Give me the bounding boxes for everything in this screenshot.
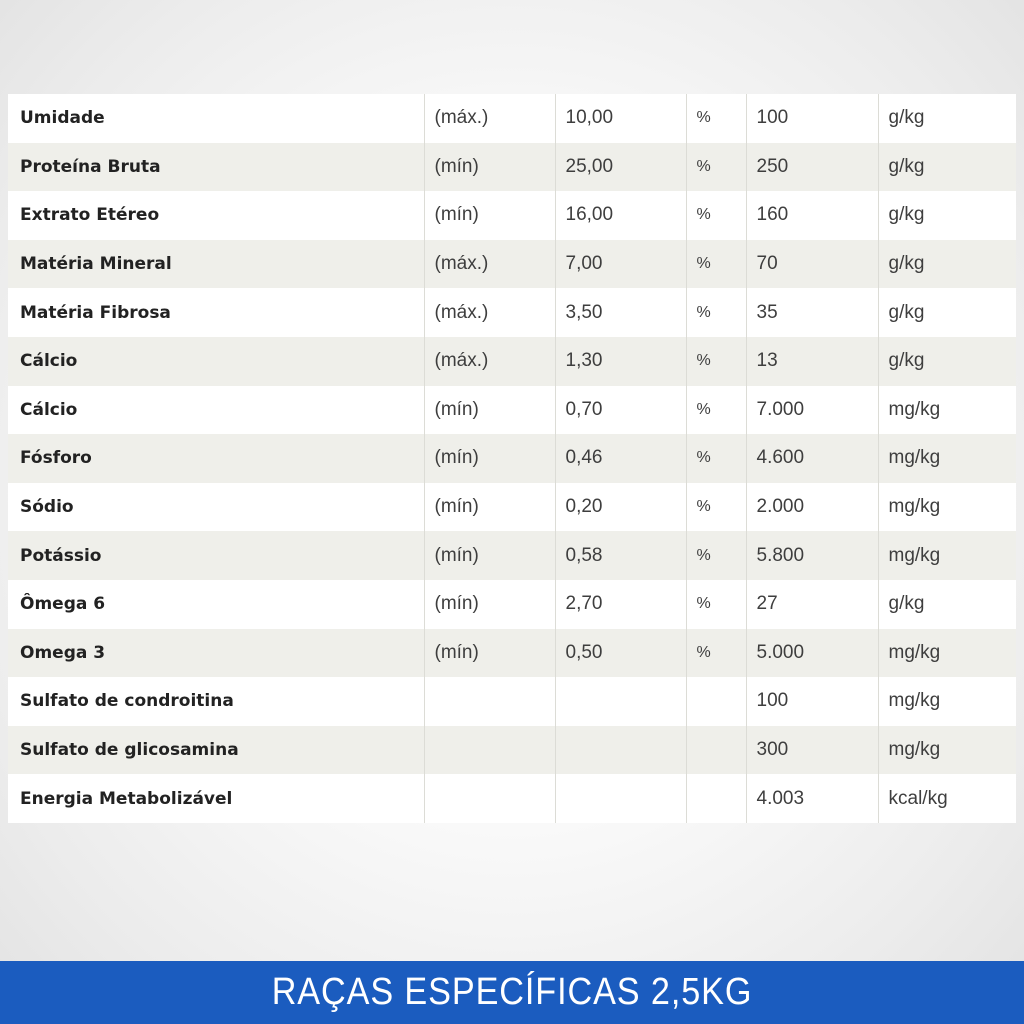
nutrient-qualifier (424, 726, 555, 775)
nutrient-percent-unit (686, 726, 746, 775)
nutrient-qualifier: (máx.) (424, 337, 555, 386)
nutrient-amount-unit: mg/kg (888, 496, 941, 518)
table-row (8, 386, 1016, 435)
nutrient-percent-value: 0,20 (555, 483, 686, 532)
nutrient-amount: 100 (746, 677, 878, 726)
nutrient-amount-unit: mg/kg (888, 447, 941, 469)
nutrient-amount: 100 (746, 94, 878, 143)
nutrient-name: Cálcio (8, 386, 424, 435)
nutrient-amount: 35 (746, 288, 878, 337)
nutrient-name: Cálcio (8, 337, 424, 386)
nutrient-percent-unit: % (686, 337, 746, 386)
nutrient-name: Energia Metabolizável (8, 774, 424, 823)
nutrient-qualifier: (mín) (424, 386, 555, 435)
nutrition-table (8, 94, 1016, 823)
table-row (8, 580, 1016, 629)
table-row (8, 774, 1016, 823)
nutrient-amount: 27 (746, 580, 878, 629)
table-row (8, 94, 1016, 143)
nutrient-percent-unit: % (686, 629, 746, 678)
nutrient-amount: 4.003 (746, 774, 878, 823)
nutrient-qualifier: (máx.) (424, 288, 555, 337)
nutrient-name: Umidade (8, 94, 424, 143)
nutrient-percent-value: 25,00 (555, 143, 686, 192)
nutrient-percent-value: 16,00 (555, 191, 686, 240)
nutrient-name: Omega 3 (8, 629, 424, 678)
nutrient-name: Proteína Bruta (8, 143, 424, 192)
table-row (8, 629, 1016, 678)
nutrient-amount-unit: mg/kg (888, 544, 941, 566)
table-row (8, 337, 1016, 386)
nutrient-amount-unit: g/kg (888, 593, 925, 615)
table-row (8, 191, 1016, 240)
table-row (8, 483, 1016, 532)
nutrient-amount: 250 (746, 143, 878, 192)
nutrient-amount: 2.000 (746, 483, 878, 532)
footer-bar (0, 961, 1024, 1024)
nutrient-percent-value: 10,00 (555, 94, 686, 143)
nutrient-name: Ômega 6 (8, 580, 424, 629)
table-row (8, 726, 1016, 775)
nutrition-table-container (8, 94, 1016, 823)
nutrient-qualifier (424, 677, 555, 726)
nutrient-qualifier: (mín) (424, 483, 555, 532)
nutrient-percent-value (555, 726, 686, 775)
nutrient-amount-unit: g/kg (888, 253, 925, 275)
product-title: RAÇAS ESPECÍFICAS 2,5KG (271, 971, 753, 1013)
nutrient-name: Sulfato de glicosamina (8, 726, 424, 775)
nutrient-amount-unit: kcal/kg (888, 787, 948, 809)
nutrient-name: Matéria Fibrosa (8, 288, 424, 337)
nutrient-amount-unit: g/kg (888, 350, 925, 372)
table-row (8, 143, 1016, 192)
nutrient-percent-unit: % (686, 483, 746, 532)
nutrient-amount-unit: g/kg (888, 155, 925, 177)
nutrient-amount: 70 (746, 240, 878, 289)
nutrient-percent-unit: % (686, 191, 746, 240)
nutrient-percent-value: 0,50 (555, 629, 686, 678)
nutrient-name: Potássio (8, 531, 424, 580)
nutrient-name: Extrato Etéreo (8, 191, 424, 240)
nutrient-amount: 300 (746, 726, 878, 775)
nutrient-percent-value: 1,30 (555, 337, 686, 386)
nutrient-amount-unit: g/kg (888, 301, 925, 323)
nutrient-name: Sódio (8, 483, 424, 532)
nutrient-amount-unit: mg/kg (888, 739, 941, 761)
table-row (8, 434, 1016, 483)
nutrient-percent-value: 7,00 (555, 240, 686, 289)
nutrient-qualifier: (mín) (424, 434, 555, 483)
nutrient-name: Sulfato de condroitina (8, 677, 424, 726)
table-row (8, 677, 1016, 726)
nutrient-qualifier: (mín) (424, 580, 555, 629)
nutrient-amount-unit: mg/kg (888, 641, 941, 663)
nutrient-percent-unit: % (686, 240, 746, 289)
nutrient-amount-unit: g/kg (888, 107, 925, 129)
nutrient-qualifier: (mín) (424, 143, 555, 192)
nutrient-percent-unit: % (686, 580, 746, 629)
table-row (8, 288, 1016, 337)
nutrient-percent-unit: % (686, 288, 746, 337)
nutrient-percent-unit: % (686, 531, 746, 580)
nutrient-percent-unit: % (686, 143, 746, 192)
nutrient-percent-unit: % (686, 386, 746, 435)
nutrient-amount: 13 (746, 337, 878, 386)
nutrient-percent-value: 3,50 (555, 288, 686, 337)
nutrient-percent-value: 0,58 (555, 531, 686, 580)
nutrition-table-body (8, 94, 1016, 823)
nutrient-qualifier (424, 774, 555, 823)
nutrient-qualifier: (máx.) (424, 94, 555, 143)
nutrient-percent-unit (686, 677, 746, 726)
nutrient-qualifier: (mín) (424, 629, 555, 678)
nutrient-percent-unit: % (686, 434, 746, 483)
nutrient-qualifier: (máx.) (424, 240, 555, 289)
nutrient-amount-unit: mg/kg (888, 398, 941, 420)
nutrient-percent-value: 0,70 (555, 386, 686, 435)
nutrient-percent-value (555, 677, 686, 726)
nutrient-qualifier: (mín) (424, 531, 555, 580)
nutrient-amount-unit: g/kg (888, 204, 925, 226)
nutrient-amount: 5.800 (746, 531, 878, 580)
nutrient-name: Fósforo (8, 434, 424, 483)
table-row (8, 240, 1016, 289)
nutrient-percent-unit (686, 774, 746, 823)
nutrient-percent-value: 0,46 (555, 434, 686, 483)
nutrient-percent-unit: % (686, 94, 746, 143)
nutrient-amount: 160 (746, 191, 878, 240)
nutrient-amount-unit: mg/kg (888, 690, 941, 712)
nutrient-name: Matéria Mineral (8, 240, 424, 289)
nutrient-percent-value: 2,70 (555, 580, 686, 629)
table-row (8, 531, 1016, 580)
nutrient-percent-value (555, 774, 686, 823)
nutrient-amount: 5.000 (746, 629, 878, 678)
nutrient-amount: 4.600 (746, 434, 878, 483)
nutrient-amount: 7.000 (746, 386, 878, 435)
nutrient-qualifier: (mín) (424, 191, 555, 240)
